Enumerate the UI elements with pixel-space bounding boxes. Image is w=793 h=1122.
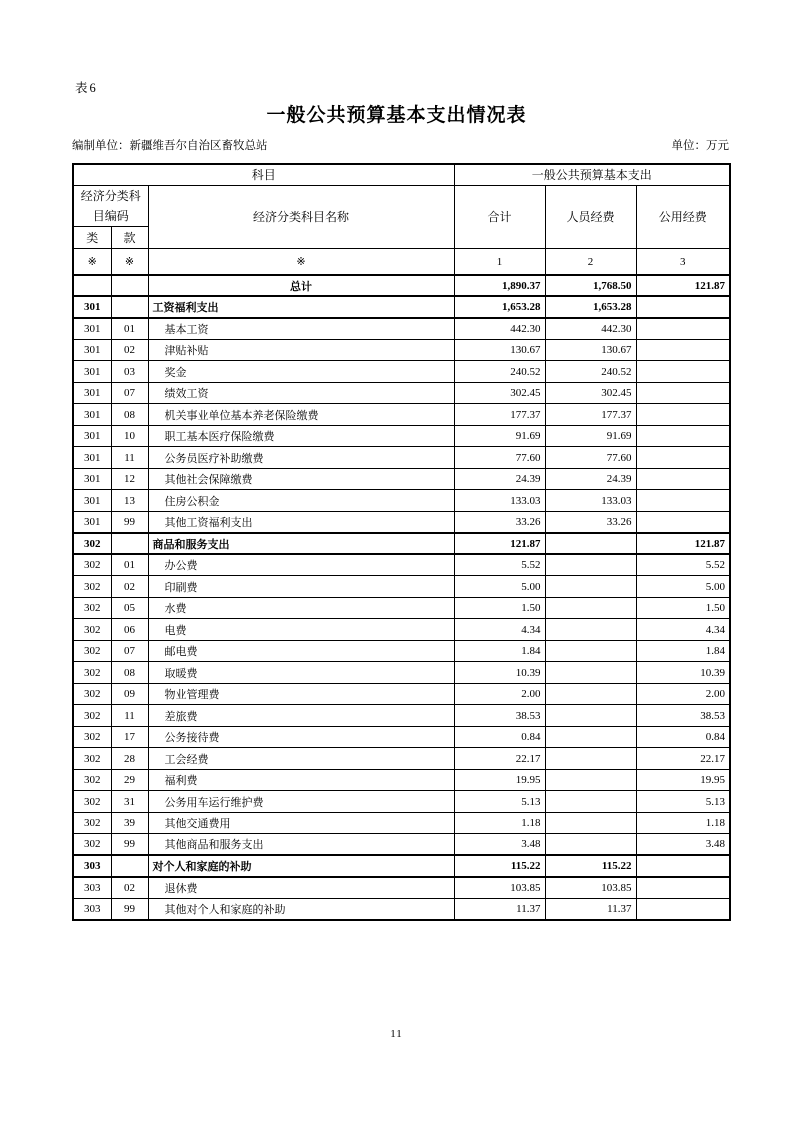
- cell-personnel: [545, 726, 636, 748]
- cell-subject-name: 公务用车运行维护费: [148, 791, 454, 813]
- cell-public: 121.87: [636, 533, 730, 555]
- cell-total: 91.69: [454, 425, 545, 447]
- cell-total: 33.26: [454, 511, 545, 533]
- public-column-header: 公用经费: [636, 185, 730, 249]
- cell-class-code: 301: [73, 511, 111, 533]
- cell-item-code: 28: [111, 748, 148, 770]
- cell-subject-name: 住房公积金: [148, 490, 454, 512]
- cell-item-code: [111, 296, 148, 318]
- cell-item-code: 39: [111, 812, 148, 834]
- unit-label: 单位：万元: [671, 140, 729, 152]
- cell-class-code: 301: [73, 404, 111, 426]
- cell-public: 121.87: [636, 275, 730, 297]
- cell-public: [636, 425, 730, 447]
- cell-class-code: 302: [73, 812, 111, 834]
- cell-total: 38.53: [454, 705, 545, 727]
- cell-item-code: 02: [111, 877, 148, 899]
- table-row: [73, 533, 730, 555]
- cell-item-code: 07: [111, 382, 148, 404]
- cell-public: [636, 361, 730, 383]
- cell-subject-name: 商品和服务支出: [148, 533, 454, 555]
- table-row: [73, 318, 730, 340]
- cell-public: [636, 318, 730, 340]
- cell-total: 5.52: [454, 554, 545, 576]
- cell-personnel: [545, 705, 636, 727]
- cell-total: 1,890.37: [454, 275, 545, 297]
- table-row: [73, 382, 730, 404]
- cell-subject-name: 奖金: [148, 361, 454, 383]
- table-row: [73, 683, 730, 705]
- cell-personnel: 442.30: [545, 318, 636, 340]
- cell-item-code: 17: [111, 726, 148, 748]
- cell-class-code: 302: [73, 533, 111, 555]
- table-row: [73, 597, 730, 619]
- cell-total: 1.84: [454, 640, 545, 662]
- subject-group-header: 科目: [73, 164, 454, 185]
- cell-item-code: 99: [111, 898, 148, 920]
- cell-total: 103.85: [454, 877, 545, 899]
- cell-total: 0.84: [454, 726, 545, 748]
- table-row: [73, 812, 730, 834]
- item-subheader: 款: [111, 227, 148, 249]
- cell-total: 24.39: [454, 468, 545, 490]
- cell-public: 5.52: [636, 554, 730, 576]
- cell-total: 1.18: [454, 812, 545, 834]
- cell-public: 38.53: [636, 705, 730, 727]
- cell-public: [636, 404, 730, 426]
- cell-personnel: [545, 533, 636, 555]
- cell-subject-name: 退休费: [148, 877, 454, 899]
- cell-public: [636, 382, 730, 404]
- cell-public: [636, 490, 730, 512]
- cell-public: 22.17: [636, 748, 730, 770]
- cell-total: 5.00: [454, 576, 545, 598]
- cell-subject-name: 其他工资福利支出: [148, 511, 454, 533]
- cell-class-code: 301: [73, 318, 111, 340]
- cell-item-code: 29: [111, 769, 148, 791]
- cell-item-code: 11: [111, 705, 148, 727]
- cell-public: [636, 468, 730, 490]
- table-row: [73, 769, 730, 791]
- cell-personnel: 240.52: [545, 361, 636, 383]
- cell-total: 302.45: [454, 382, 545, 404]
- cell-total: 4.34: [454, 619, 545, 641]
- cell-class-code: 302: [73, 726, 111, 748]
- cell-class-code: 301: [73, 339, 111, 361]
- cell-public: 4.34: [636, 619, 730, 641]
- table-number-label: 表6: [75, 81, 98, 95]
- cell-item-code: 07: [111, 640, 148, 662]
- cell-public: 2.00: [636, 683, 730, 705]
- cell-public: 5.13: [636, 791, 730, 813]
- cell-class-code: 302: [73, 640, 111, 662]
- table-row: [73, 511, 730, 533]
- cell-personnel: 177.37: [545, 404, 636, 426]
- cell-subject-name: 取暖费: [148, 662, 454, 684]
- cell-public: 3.48: [636, 834, 730, 856]
- cell-personnel: [545, 662, 636, 684]
- cell-class-code: 303: [73, 877, 111, 899]
- cell-public: [636, 447, 730, 469]
- marker-cell: ※: [111, 249, 148, 275]
- total-column-header: 合计: [454, 185, 545, 249]
- cell-item-code: 99: [111, 834, 148, 856]
- table-row: [73, 619, 730, 641]
- cell-public: [636, 877, 730, 899]
- cell-total: 442.30: [454, 318, 545, 340]
- table-row: [73, 791, 730, 813]
- cell-class-code: [73, 275, 111, 297]
- cell-class-code: 302: [73, 662, 111, 684]
- cell-item-code: 02: [111, 339, 148, 361]
- cell-total: 22.17: [454, 748, 545, 770]
- cell-total: 115.22: [454, 855, 545, 877]
- cell-class-code: 302: [73, 705, 111, 727]
- prepared-by-label: 编制单位：新疆维吾尔自治区畜牧总站: [72, 140, 268, 152]
- cell-subject-name: 差旅费: [148, 705, 454, 727]
- cell-subject-name: 工资福利支出: [148, 296, 454, 318]
- cell-personnel: [545, 619, 636, 641]
- cell-total: 19.95: [454, 769, 545, 791]
- table-row: [73, 296, 730, 318]
- table-body: [73, 275, 730, 920]
- table-row: [73, 640, 730, 662]
- table-row: [73, 726, 730, 748]
- cell-personnel: 33.26: [545, 511, 636, 533]
- column-index-row: [73, 249, 730, 275]
- cell-item-code: 11: [111, 447, 148, 469]
- cell-public: [636, 339, 730, 361]
- cell-item-code: 01: [111, 318, 148, 340]
- table-row: [73, 662, 730, 684]
- cell-public: [636, 898, 730, 920]
- name-column-header: 经济分类科目名称: [148, 185, 454, 249]
- cell-personnel: [545, 576, 636, 598]
- class-subheader: 类: [73, 227, 111, 249]
- cell-class-code: 303: [73, 898, 111, 920]
- cell-item-code: 02: [111, 576, 148, 598]
- cell-class-code: 302: [73, 769, 111, 791]
- cell-total: 10.39: [454, 662, 545, 684]
- table-row: [73, 275, 730, 297]
- code-column-header: 经济分类科目编码: [73, 185, 148, 227]
- cell-item-code: [111, 533, 148, 555]
- cell-total: 130.67: [454, 339, 545, 361]
- cell-total: 2.00: [454, 683, 545, 705]
- column-index-cell: 3: [636, 249, 730, 275]
- cell-class-code: 302: [73, 576, 111, 598]
- table-row: [73, 425, 730, 447]
- page-number: 11: [390, 1028, 403, 1040]
- cell-item-code: 05: [111, 597, 148, 619]
- cell-personnel: [545, 640, 636, 662]
- cell-subject-name: 水费: [148, 597, 454, 619]
- cell-total: 240.52: [454, 361, 545, 383]
- cell-personnel: 1,768.50: [545, 275, 636, 297]
- budget-group-header: 一般公共预算基本支出: [454, 164, 730, 185]
- cell-class-code: 301: [73, 425, 111, 447]
- cell-subject-name: 基本工资: [148, 318, 454, 340]
- cell-personnel: [545, 683, 636, 705]
- cell-public: [636, 296, 730, 318]
- marker-cell: ※: [148, 249, 454, 275]
- cell-item-code: 03: [111, 361, 148, 383]
- cell-item-code: [111, 855, 148, 877]
- table-row: [73, 748, 730, 770]
- cell-subject-name: 福利费: [148, 769, 454, 791]
- cell-class-code: 302: [73, 683, 111, 705]
- cell-personnel: [545, 812, 636, 834]
- cell-item-code: [111, 275, 148, 297]
- cell-personnel: 103.85: [545, 877, 636, 899]
- cell-personnel: 115.22: [545, 855, 636, 877]
- cell-item-code: 06: [111, 619, 148, 641]
- table-row: [73, 447, 730, 469]
- cell-personnel: 77.60: [545, 447, 636, 469]
- cell-personnel: 24.39: [545, 468, 636, 490]
- cell-total: 177.37: [454, 404, 545, 426]
- table-row: [73, 576, 730, 598]
- cell-subject-name: 机关事业单位基本养老保险缴费: [148, 404, 454, 426]
- cell-class-code: 301: [73, 447, 111, 469]
- page-title: 一般公共预算基本支出情况表: [266, 105, 527, 126]
- personnel-column-header: 人员经费: [545, 185, 636, 249]
- cell-item-code: 31: [111, 791, 148, 813]
- cell-class-code: 302: [73, 748, 111, 770]
- cell-personnel: 130.67: [545, 339, 636, 361]
- cell-personnel: [545, 554, 636, 576]
- cell-personnel: 1,653.28: [545, 296, 636, 318]
- table-row: [73, 705, 730, 727]
- cell-subject-name: 其他对个人和家庭的补助: [148, 898, 454, 920]
- cell-subject-name: 邮电费: [148, 640, 454, 662]
- cell-total: 5.13: [454, 791, 545, 813]
- cell-subject-name: 职工基本医疗保险缴费: [148, 425, 454, 447]
- marker-cell: ※: [73, 249, 111, 275]
- cell-class-code: 301: [73, 468, 111, 490]
- cell-item-code: 09: [111, 683, 148, 705]
- cell-class-code: 301: [73, 382, 111, 404]
- cell-public: [636, 855, 730, 877]
- cell-subject-name: 办公费: [148, 554, 454, 576]
- cell-item-code: 10: [111, 425, 148, 447]
- header-group-row: [73, 164, 730, 185]
- cell-total: 121.87: [454, 533, 545, 555]
- cell-class-code: 301: [73, 490, 111, 512]
- cell-personnel: [545, 769, 636, 791]
- cell-subject-name: 印刷费: [148, 576, 454, 598]
- cell-public: [636, 511, 730, 533]
- header-main-row: [73, 185, 730, 227]
- table-row: [73, 898, 730, 920]
- cell-item-code: 01: [111, 554, 148, 576]
- cell-class-code: 301: [73, 361, 111, 383]
- cell-personnel: 11.37: [545, 898, 636, 920]
- cell-public: 0.84: [636, 726, 730, 748]
- table-row: [73, 339, 730, 361]
- cell-class-code: 302: [73, 619, 111, 641]
- cell-class-code: 303: [73, 855, 111, 877]
- cell-public: 10.39: [636, 662, 730, 684]
- cell-total: 77.60: [454, 447, 545, 469]
- cell-total: 1.50: [454, 597, 545, 619]
- cell-class-code: 302: [73, 834, 111, 856]
- cell-class-code: 302: [73, 791, 111, 813]
- meta-row: [72, 137, 729, 153]
- cell-total: 11.37: [454, 898, 545, 920]
- cell-personnel: 133.03: [545, 490, 636, 512]
- table-row: [73, 554, 730, 576]
- cell-public: 1.18: [636, 812, 730, 834]
- column-index-cell: 2: [545, 249, 636, 275]
- cell-public: 1.50: [636, 597, 730, 619]
- cell-subject-name: 公务接待费: [148, 726, 454, 748]
- cell-subject-name: 对个人和家庭的补助: [148, 855, 454, 877]
- column-index-cell: 1: [454, 249, 545, 275]
- cell-item-code: 08: [111, 662, 148, 684]
- cell-personnel: [545, 748, 636, 770]
- table-row: [73, 855, 730, 877]
- table-row: [73, 361, 730, 383]
- cell-subject-name: 其他社会保障缴费: [148, 468, 454, 490]
- cell-class-code: 301: [73, 296, 111, 318]
- cell-personnel: [545, 791, 636, 813]
- cell-subject-name: 绩效工资: [148, 382, 454, 404]
- cell-item-code: 12: [111, 468, 148, 490]
- cell-subject-name: 其他交通费用: [148, 812, 454, 834]
- cell-subject-name: 津贴补贴: [148, 339, 454, 361]
- cell-subject-name: 公务员医疗补助缴费: [148, 447, 454, 469]
- cell-item-code: 13: [111, 490, 148, 512]
- cell-personnel: [545, 597, 636, 619]
- cell-total: 3.48: [454, 834, 545, 856]
- cell-class-code: 302: [73, 597, 111, 619]
- cell-item-code: 99: [111, 511, 148, 533]
- cell-subject-name: 其他商品和服务支出: [148, 834, 454, 856]
- table-row: [73, 468, 730, 490]
- cell-public: 5.00: [636, 576, 730, 598]
- table-row: [73, 834, 730, 856]
- cell-item-code: 08: [111, 404, 148, 426]
- cell-public: 19.95: [636, 769, 730, 791]
- cell-subject-name: 总计: [148, 275, 454, 297]
- cell-total: 1,653.28: [454, 296, 545, 318]
- cell-class-code: 302: [73, 554, 111, 576]
- cell-total: 133.03: [454, 490, 545, 512]
- table-row: [73, 490, 730, 512]
- budget-table: [72, 163, 731, 921]
- cell-public: 1.84: [636, 640, 730, 662]
- table-row: [73, 404, 730, 426]
- cell-subject-name: 工会经费: [148, 748, 454, 770]
- cell-subject-name: 电费: [148, 619, 454, 641]
- cell-personnel: [545, 834, 636, 856]
- cell-subject-name: 物业管理费: [148, 683, 454, 705]
- cell-personnel: 302.45: [545, 382, 636, 404]
- table-row: [73, 877, 730, 899]
- cell-personnel: 91.69: [545, 425, 636, 447]
